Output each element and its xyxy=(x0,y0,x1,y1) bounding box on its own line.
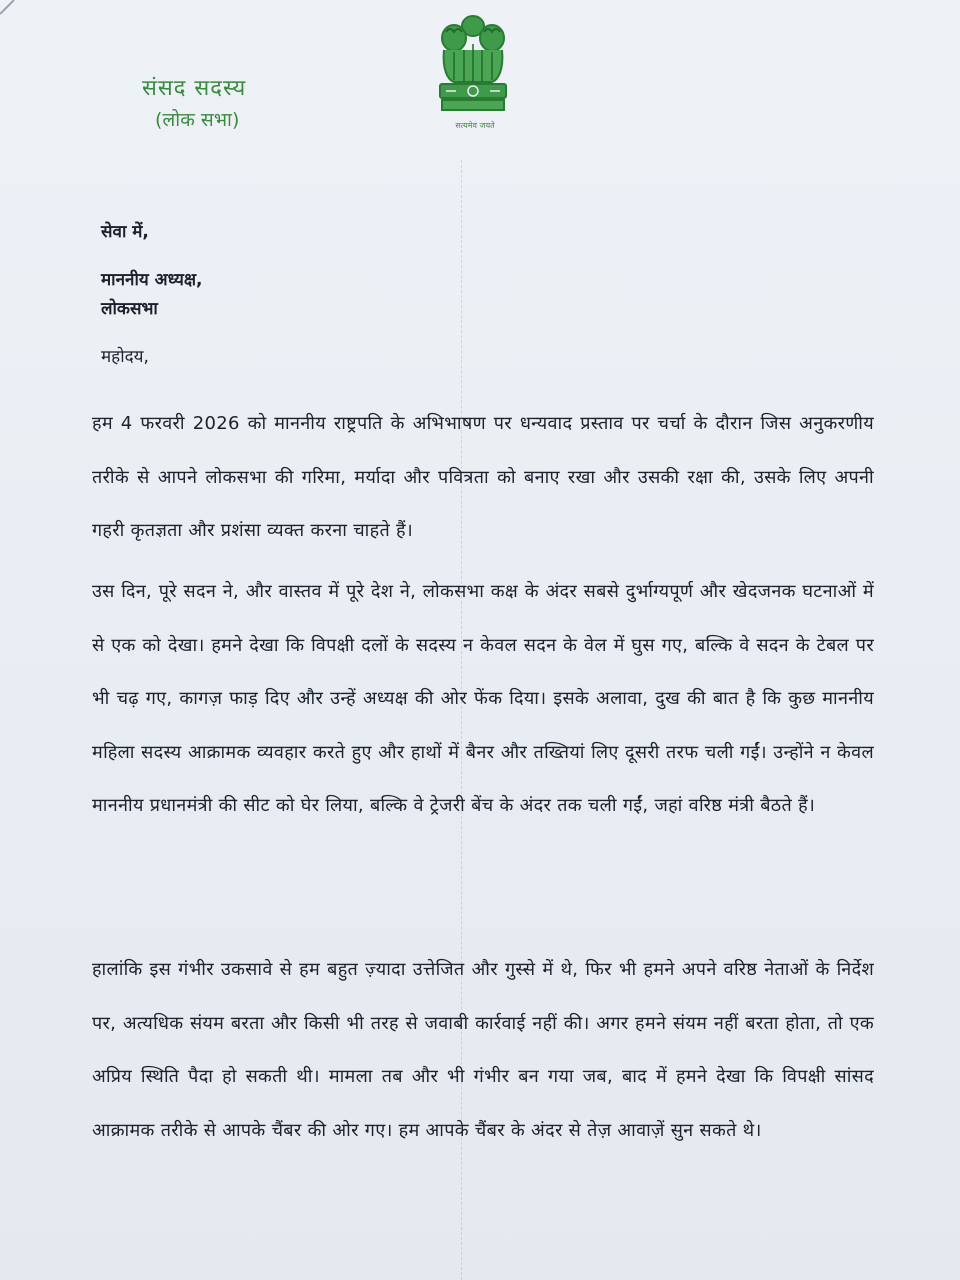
emblem-motto: सत्यमेव जयते xyxy=(455,121,495,130)
salutation: महोदय, xyxy=(101,347,149,367)
paragraph-1: हम 4 फरवरी 2026 को माननीय राष्ट्रपति के अभिभाषण पर धन्यवाद प्रस्ताव पर चर्चा के दौरान जिस अनुकरणीय तरीके से आपने लोकसभा की गरिमा, मर्यादा और पवित्रता को बनाए रखा और उसकी रक्षा की, उसके लिए अपनी गहरी कृतज्ञता और प्रशंसा व्यक्त करना चाहते हैं। xyxy=(92,413,874,541)
national-emblem-icon xyxy=(432,10,514,120)
paragraph-3: हालांकि इस गंभीर उकसावे से हम बहुत ज़्यादा उत्तेजित और गुस्से में थे, फिर भी हमने अपने वरिष्ठ नेताओं के निर्देश पर, अत्यधिक संयम बरता और किसी भी तरह से जवाबी कार्रवाई नहीं की। अगर हमने संयम नहीं बरता होता, तो एक अप्रिय स्थिति पैदा हो सकती थी। मामला तब और भी गंभीर बन गया जब, बाद में हमने देखा कि विपक्षी सांसद आक्रामक तरीके से आपके चैंबर की ओर गए। हम आपके चैंबर के अंदर से तेज़ आवाज़ें सुन सकते थे। xyxy=(92,959,874,1141)
addressee-line-3: लोकसभा xyxy=(101,299,158,319)
paragraph-2: उस दिन, पूरे सदन ने, और वास्तव में पूरे देश ने, लोकसभा कक्ष के अंदर सबसे दुर्भाग्यपूर्ण और खेदजनक घटनाओं में से एक को देखा। हमने देखा कि विपक्षी दलों के सदस्य न केवल सदन के वेल में घुस गए, बल्कि वे सदन के टेबल पर भी चढ़ गए, कागज़ फाड़ दिए और उन्हें अध्यक्ष की ओर फेंक दिया। इसके अलावा, दुख की बात है कि कुछ माननीय महिला सदस्य आक्रामक व्यवहार करते हुए और हाथों में बैनर और तख्तियां लिए दूसरी तरफ चली गईं। उन्होंने न केवल माननीय प्रधानमंत्री की सीट को घेर लिया, बल्कि वे ट्रेजरी बेंच के अंदर तक चली गईं, जहां वरिष्ठ मंत्री बैठते हैं। xyxy=(92,581,874,816)
addressee-line-2: माननीय अध्यक्ष, xyxy=(101,270,203,290)
letterhead-subtitle: (लोक सभा) xyxy=(155,109,240,131)
letterhead xyxy=(0,0,960,150)
addressee-line-1: सेवा में, xyxy=(101,222,149,242)
letterhead-title: संसद सदस्य xyxy=(142,76,247,101)
